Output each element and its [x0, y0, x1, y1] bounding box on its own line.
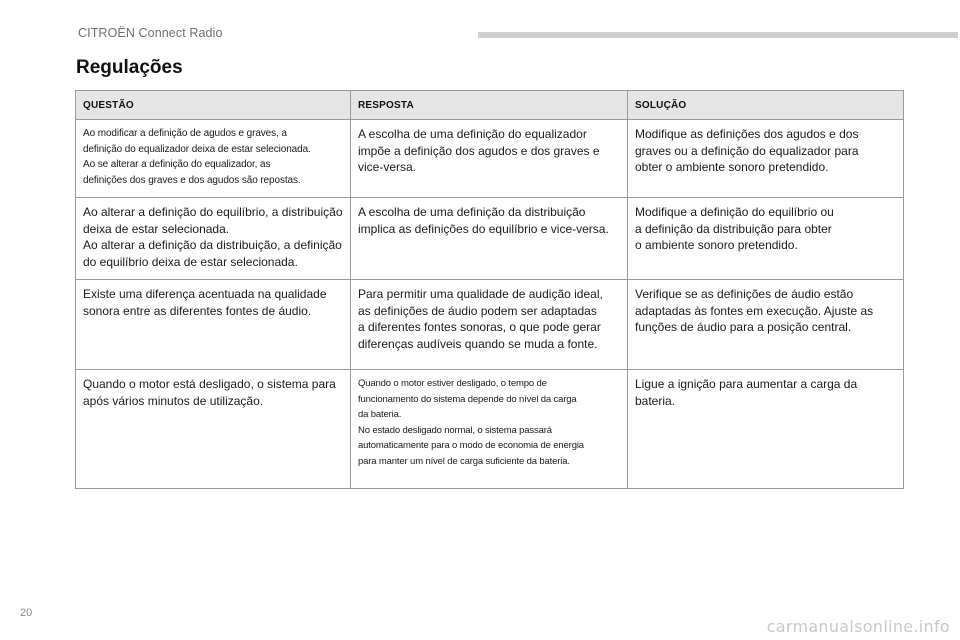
header-title: CITROËN Connect Radio — [78, 26, 223, 40]
page-number: 20 — [20, 607, 33, 619]
troubleshooting-table — [75, 90, 904, 489]
question-cell: Ao modificar a definição de agudos e graves, a definição do equalizador deixa de estar selecionada. Ao se alterar a definição do equalizador, as definições dos graves e dos agudos são repostas. — [76, 120, 351, 198]
watermark-text: carmanualsonline.info — [766, 617, 950, 636]
question-cell: Existe uma diferença acentuada na qualidade sonora entre as diferentes fontes de áudio. — [76, 280, 351, 370]
section-title: Regulações — [76, 57, 183, 78]
table-row — [76, 198, 904, 280]
solution-cell: Modifique a definição do equilíbrio ou a definição da distribuição para obter o ambiente sonoro pretendido. — [628, 198, 904, 280]
solution-cell: Modifique as definições dos agudos e dos graves ou a definição do equalizador para obter o ambiente sonoro pretendido. — [628, 120, 904, 198]
column-header-question: QUESTÃO — [76, 91, 351, 120]
table-row — [76, 280, 904, 370]
header-divider-bar — [478, 32, 958, 38]
question-cell: Ao alterar a definição do equilíbrio, a distribuição deixa de estar selecionada. Ao alterar a definição da distribuição, a definição do equilíbrio deixa de estar selecionada. — [76, 198, 351, 280]
answer-cell: Para permitir uma qualidade de audição ideal, as definições de áudio podem ser adaptadas a diferentes fontes sonoras, o que pode gerar diferenças audíveis quando se muda a fonte. — [351, 280, 628, 370]
table-header-row — [76, 91, 904, 120]
table-row — [76, 370, 904, 489]
solution-cell: Ligue a ignição para aumentar a carga da bateria. — [628, 370, 904, 489]
answer-cell: Quando o motor estiver desligado, o tempo de funcionamento do sistema depende do nível da carga da bateria. No estado desligado normal, o sistema passará automaticamente para o modo de economia de energia para manter um nível de carga suficiente da bateria. — [351, 370, 628, 489]
table-row — [76, 120, 904, 198]
column-header-solution: SOLUÇÃO — [628, 91, 904, 120]
answer-cell: A escolha de uma definição do equalizador impõe a definição dos agudos e dos graves e vice-versa. — [351, 120, 628, 198]
solution-cell: Verifique se as definições de áudio estão adaptadas às fontes em execução. Ajuste as funções de áudio para a posição central. — [628, 280, 904, 370]
question-cell: Quando o motor está desligado, o sistema para após vários minutos de utilização. — [76, 370, 351, 489]
answer-cell: A escolha de uma definição da distribuição implica as definições do equilíbrio e vice-versa. — [351, 198, 628, 280]
column-header-answer: RESPOSTA — [351, 91, 628, 120]
